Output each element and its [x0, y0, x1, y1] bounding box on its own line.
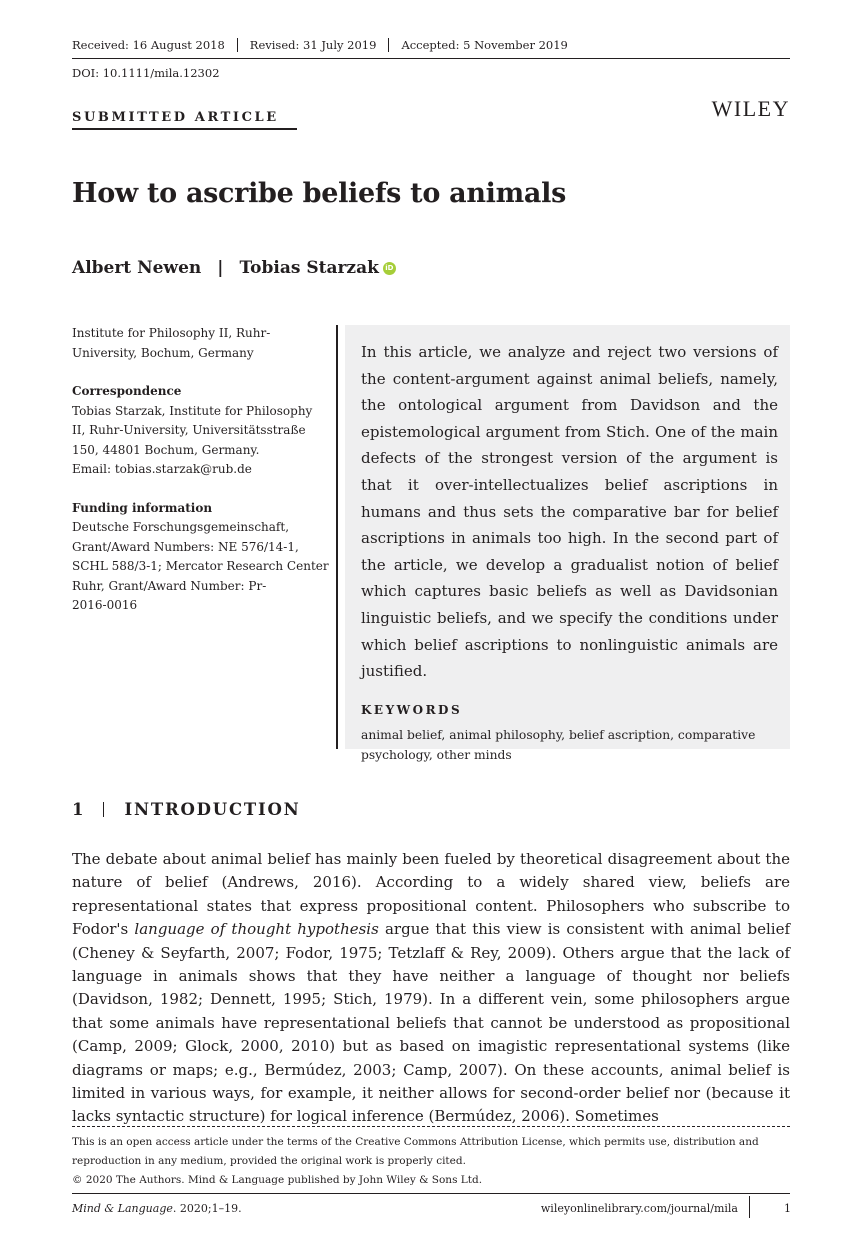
author-list: [72, 258, 396, 278]
author-name[interactable]: Albert Newen: [72, 258, 202, 278]
author-info-column: [72, 324, 330, 635]
correspondence-heading: Correspondence: [72, 384, 182, 398]
section-title: INTRODUCTION: [124, 800, 301, 819]
divider: [237, 38, 238, 52]
abstract-text: In this article, we analyze and reject two versions of the content-argument against animal beliefs, namely, the ontological argument from Davidson and the epistemological argument from Stich. One of the main defects of the strongest version of the argument is that it over-intellectualizes belief ascriptions in humans and thus sets the comparative bar for belief ascriptions in animals too high. In the second part of the article, we develop a gradualist notion of belief which captures basic beliefs as well as Davidsonian linguistic beliefs, and we specify the conditions under which belief ascriptions to nonlinguistic animals are justified.: [361, 343, 778, 681]
correspondence: Correspondence Tobias Starzak, Institute for Philosophy II, Ruhr-University, Universitätsstraße 150, 44801 Bochum, Germany. Email: tobias.starzak@rub.de: [72, 382, 330, 480]
received-date: Received: 16 August 2018: [72, 38, 225, 52]
section-number: 1: [72, 800, 84, 819]
author-separator: |: [217, 258, 224, 278]
page-number: 1: [784, 1202, 791, 1215]
email-link[interactable]: Email: tobias.starzak@rub.de: [72, 462, 252, 476]
license-note: This is an open access article under the terms of the Creative Commons Attribution License, which permits use, distribution and reproduction in any medium, provided the original work is properly cited. © 2020 The Authors. Mind & Language published by John Wiley & Sons Ltd.: [72, 1133, 790, 1190]
page-divider: [749, 1196, 750, 1218]
publication-dates: [72, 38, 568, 52]
journal-url[interactable]: wileyonlinelibrary.com/journal/mila: [540, 1202, 738, 1215]
divider: [388, 38, 389, 52]
section-heading: [72, 800, 301, 819]
journal-name: Mind & Language: [72, 1202, 173, 1215]
header-rule: [72, 58, 790, 59]
keywords-heading: KEYWORDS: [361, 702, 463, 717]
orcid-icon[interactable]: iD: [383, 262, 396, 275]
author-name[interactable]: Tobias Starzak: [239, 258, 379, 278]
article-title: How to ascribe beliefs to animals: [72, 178, 566, 209]
body-paragraph: The debate about animal belief has mainly been fueled by theoretical disagreement about the nature of belief (Andrews, 2016). According to a widely shared view, beliefs are representational states that express propositional content. Philosophers who subscribe to Fodor's language of thought hypothesis argue that this view is consistent with animal belief (Cheney & Seyfarth, 2007; Fodor, 1975; Tetzlaff & Rey, 2009). Others argue that the lack of language in animals shows that they have neither a language of thought nor beliefs (Davidson, 1982; Dennett, 1995; Stich, 1979). In a different vein, some philosophers argue that some animals have representational beliefs that cannot be understood as propositional (Camp, 2009; Glock, 2000, 2010) but as based on imagistic representational systems (like diagrams or maps; e.g., Bermúdez, 2003; Camp, 2007). On these accounts, animal belief is limited in various ways, for example, it neither allows for second-order belief nor (because it lacks syntactic structure) for logical inference (Bermúdez, 2006). Sometimes: [72, 850, 791, 1126]
keywords: animal belief, animal philosophy, belief ascription, comparative psychology, other minds: [361, 727, 756, 762]
publisher-logo: WILEY: [711, 96, 790, 121]
section-divider: [103, 802, 104, 817]
article-type: SUBMITTED ARTICLE: [72, 110, 279, 125]
funding-information: Funding information Deutsche Forschungsgemeinschaft, Grant/Award Numbers: NE 576/14-1, SCHL 588/3-1; Mercator Research Center Ruhr, Grant/Award Number: Pr- 2016-0016: [72, 500, 329, 612]
accepted-date: Accepted: 5 November 2019: [401, 38, 568, 52]
revised-date: Revised: 31 July 2019: [249, 38, 377, 52]
journal-citation: Mind & Language. 2020;1–19.: [72, 1202, 242, 1215]
article-type-underline: [72, 128, 297, 130]
doi[interactable]: DOI: 10.1111/mila.12302: [72, 66, 220, 80]
footnote-divider: [72, 1126, 790, 1127]
affiliation: Institute for Philosophy II, Ruhr- University, Bochum, Germany: [72, 326, 271, 360]
footer-rule: [72, 1193, 790, 1194]
abstract-rule: [336, 325, 338, 749]
copyright: © 2020 The Authors. Mind & Language published by John Wiley & Sons Ltd.: [72, 1174, 483, 1186]
abstract-box: [345, 325, 790, 762]
italic-term: language of thought hypothesis: [134, 920, 379, 939]
funding-heading: Funding information: [72, 500, 213, 515]
